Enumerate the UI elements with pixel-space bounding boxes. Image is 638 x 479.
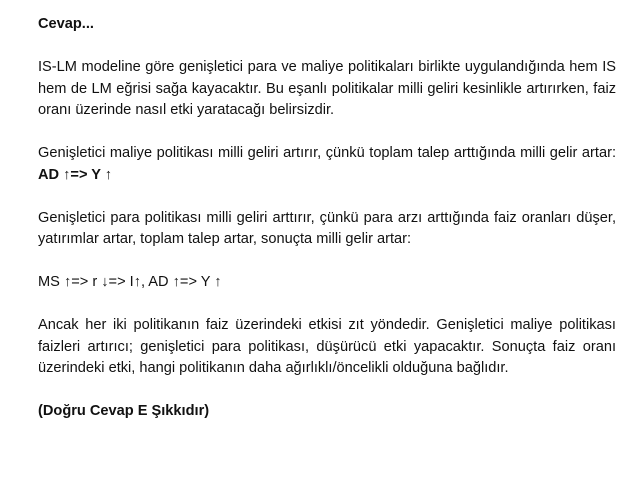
spacer (38, 380, 616, 402)
fiscal-policy-formula: AD ↑=> Y ↑ (38, 166, 113, 183)
correct-answer: (Doğru Cevap E Şıkkıdır) (38, 403, 210, 419)
monetary-policy-formula: MS ↑=> r ↓=> I↑, AD ↑=> Y ↑ (38, 274, 222, 290)
fiscal-policy-text: Genişletici maliye politikası milli geliri artırır, çünkü toplam talep arttığında milli gelir artar: (38, 145, 616, 161)
spacer (38, 36, 616, 58)
answer-heading: Cevap... (38, 16, 94, 32)
slide-body (38, 14, 616, 423)
spacer (38, 251, 616, 273)
conclusion-paragraph: Ancak her iki politikanın faiz üzerindeki etkisi zıt yöndedir. Genişletici maliye politikası faizleri artırıcı; genişletici para politikası, düşürücü etki yapacaktır. Sonuçta faiz oranı üzerindeki etki, hangi politikanın daha ağırlıklı/öncelikli olduğuna bağlıdır. (38, 317, 616, 376)
spacer (38, 186, 616, 208)
spacer (38, 122, 616, 144)
fiscal-policy-paragraph (38, 143, 616, 186)
monetary-policy-paragraph: Genişletici para politikası milli geliri arttırır, çünkü para arzı arttığında faiz oranları düşer, yatırımlar artar, toplam talep artar, sonuçta milli gelir artar: (38, 209, 616, 247)
intro-paragraph: IS-LM modeline göre genişletici para ve maliye politikaları birlikte uygulandığında hem IS hem de LM eğrisi sağa kayacaktır. Bu eşanlı politikalar milli geliri kesinlikle artırırken, faiz oranı üzerinde nasıl etki yaratacağı belirsizdir. (38, 59, 616, 118)
spacer (38, 294, 616, 316)
